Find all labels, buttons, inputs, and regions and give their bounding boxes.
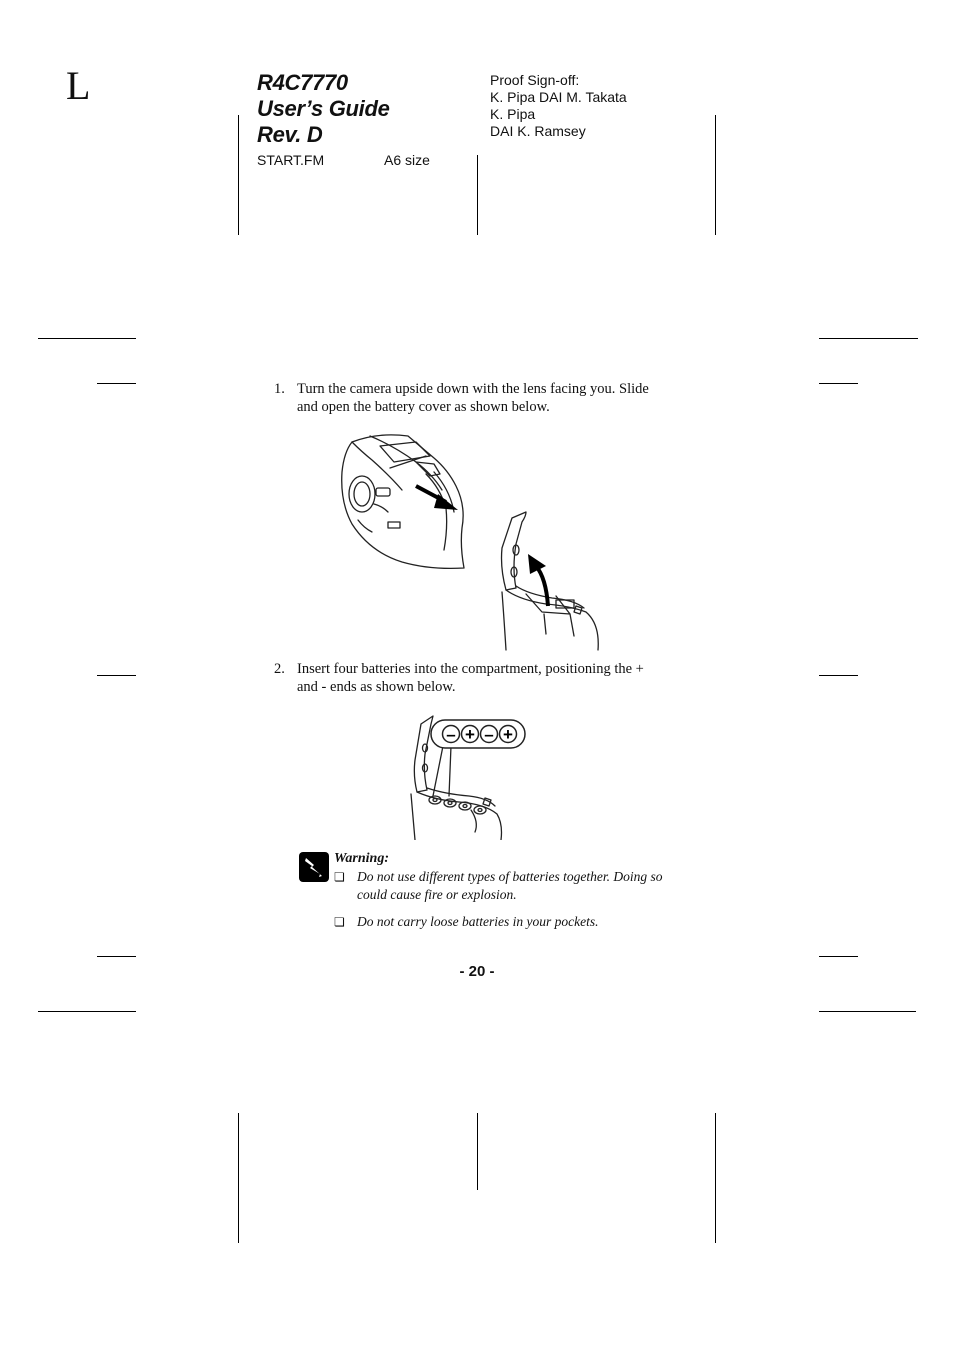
proof-line: DAI K. Ramsey	[490, 123, 586, 139]
step-number: 2.	[274, 661, 285, 677]
crop-mark	[38, 1011, 136, 1012]
crop-mark	[477, 155, 478, 235]
crop-mark	[97, 956, 136, 957]
proof-line: Proof Sign-off:	[490, 72, 580, 88]
crop-mark	[819, 675, 858, 676]
crop-mark	[38, 338, 136, 339]
crop-mark	[715, 115, 716, 235]
warning-text: Do not use different types of batteries together. Doing so could cause fire or explosion.	[357, 869, 663, 902]
corner-letter: L	[66, 63, 91, 108]
proof-line: K. Pipa	[490, 106, 536, 122]
page-number: - 20 -	[459, 963, 495, 980]
camera-battery-cover-illustration	[330, 428, 605, 653]
page-size: A6 size	[384, 152, 430, 168]
step-2	[274, 660, 666, 700]
crop-mark	[715, 1113, 716, 1243]
crop-mark	[819, 956, 858, 957]
proof-signoff	[490, 72, 627, 140]
title-line: User’s Guide	[257, 96, 390, 121]
step-1	[274, 380, 666, 420]
step-number: 1.	[274, 381, 285, 397]
warning-item	[334, 868, 669, 908]
warning-text: Do not carry loose batteries in your pockets.	[357, 914, 599, 929]
warning-label: Warning:	[334, 851, 389, 866]
warning-item	[334, 913, 669, 933]
step-text: Turn the camera upside down with the lens facing you. Slide and open the battery cover as shown below.	[297, 381, 649, 415]
polarity-symbol: +	[465, 725, 475, 744]
crop-mark	[238, 115, 239, 235]
crop-mark	[819, 338, 918, 339]
crop-mark	[819, 383, 858, 384]
title-line: R4C7770	[257, 70, 348, 95]
bullet-box-icon: ❏	[334, 915, 345, 929]
crop-mark	[238, 1113, 239, 1243]
crop-mark	[477, 1113, 478, 1190]
crop-mark	[819, 1011, 916, 1012]
proof-line: K. Pipa DAI M. Takata	[490, 89, 627, 105]
polarity-symbol: +	[503, 725, 513, 744]
crop-mark	[97, 383, 136, 384]
file-name: START.FM	[257, 152, 325, 168]
title-line: Rev. D	[257, 122, 323, 147]
bullet-box-icon: ❏	[334, 870, 345, 884]
document-title	[257, 70, 390, 148]
battery-polarity-illustration	[405, 710, 530, 840]
polarity-symbol: –	[446, 725, 456, 744]
warning-icon	[299, 852, 329, 882]
crop-mark	[97, 675, 136, 676]
polarity-symbol: –	[484, 725, 494, 744]
step-text: Insert four batteries into the compartment, positioning the + and - ends as shown below.	[297, 661, 644, 695]
